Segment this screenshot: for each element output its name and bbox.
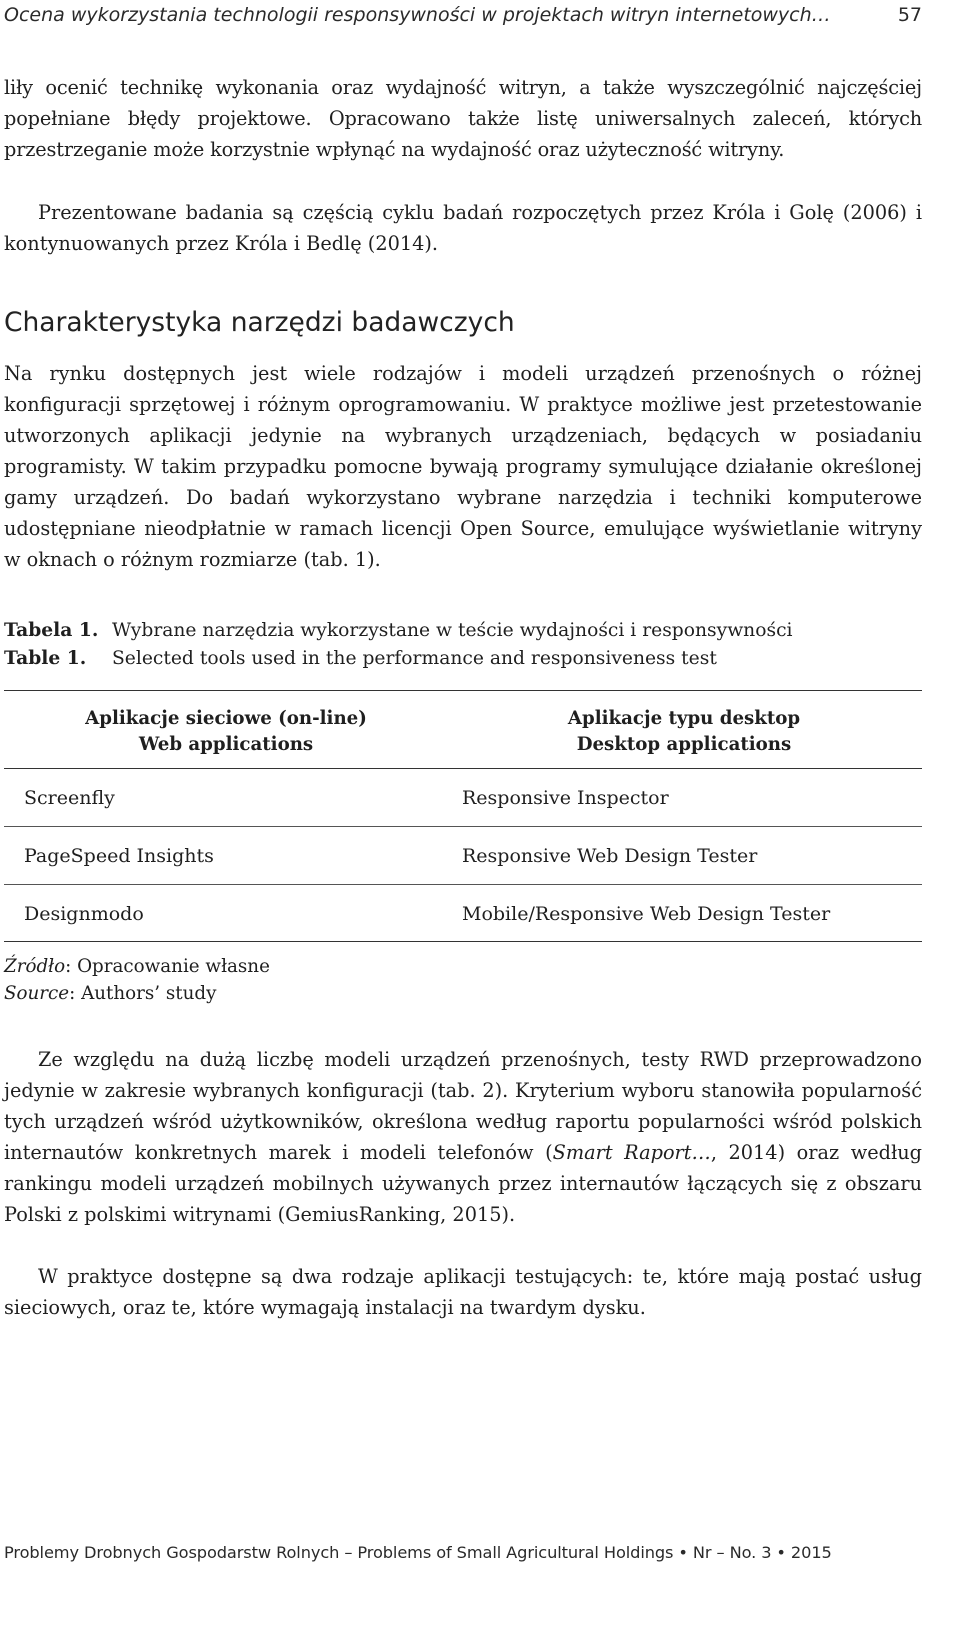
- table-header-web: [24, 706, 428, 758]
- paragraph-test-apps: W praktyce dostępne są dwa rodzaje aplikacji testujących: te, które mają postać usług sieciowych, oraz te, które wymagają instalacji na twardym dysku.: [4, 1265, 922, 1319]
- journal-footer: Problemy Drobnych Gospodarstw Rolnych – Problems of Small Agricultural Holdings • Nr – No. 3 • 2015: [4, 1543, 832, 1562]
- paragraph-device-selection-a: Ze względu na dużą liczbę modeli urządzeń przenośnych, testy RWD przeprowadzono jedynie w zakresie wybranych konfiguracji (tab. 2). Kryterium wyboru stanowiła popularność tych urządzeń wśród użytkowników, określona według raportu popularności wśród polskich internautów konkretnych marek i modeli telefonów (: [4, 1048, 922, 1164]
- table-header-rule: [4, 768, 922, 769]
- table-cell-web: Screenfly: [24, 787, 115, 809]
- table-caption-pl-label: Tabela 1.: [4, 619, 99, 641]
- table-header-web-pl: Aplikacje sieciowe (on-line): [85, 708, 367, 729]
- running-title: Ocena wykorzystania technologii responsywności w projektach witryn internetowych…: [4, 4, 831, 26]
- table-row-rule: [4, 826, 922, 827]
- page-number: 57: [897, 4, 922, 26]
- paragraph-intro-continued: liły ocenić technikę wykonania oraz wydajność witryn, a także wyszczególnić najczęściej popełniane błędy projektowe. Opracowano także listę uniwersalnych zaleceń, których przestrzeganie może korzystnie wpłynąć na wydajność oraz użyteczność witryny.: [4, 76, 922, 161]
- table-source-pl: [4, 953, 270, 980]
- table-caption-pl: [4, 616, 922, 645]
- paragraph-tools: Na rynku dostępnych jest wiele rodzajów i modeli urządzeń przenośnych o różnej konfiguracji sprzętowej i różnym oprogramowaniu. W praktyce możliwe jest przetestowanie utworzonych aplikacji jedynie na wybranych urządzeniach, będących w posiadaniu programisty. W takim przypadku pomocne bywają programy symulujące działanie określonej gamy urządzeń. Do badań wykorzystano wybrane narzędzia i techniki komputerowe udostępniane nieodpłatnie w ramach licencji Open Source, emulujące wyświetlanie witryny w oknach o różnym rozmiarze (tab. 1).: [4, 362, 922, 571]
- table-cell-web: PageSpeed Insights: [24, 845, 214, 867]
- table-row-rule: [4, 884, 922, 885]
- table-caption-en-label: Table 1.: [4, 647, 87, 669]
- table-header-web-en: Web applications: [138, 734, 314, 755]
- table-header-desktop-pl: Aplikacje typu desktop: [567, 708, 801, 729]
- table-header-desktop-en: Desktop applications: [576, 734, 792, 755]
- table-source-pl-text: : Opracowanie własne: [65, 956, 270, 977]
- table-source-en-label: Source: [4, 983, 70, 1004]
- table-cell-desktop: Mobile/Responsive Web Design Tester: [462, 903, 831, 925]
- table-source-en-text: : Authors’ study: [69, 983, 217, 1004]
- table-cell-web: Designmodo: [24, 903, 144, 925]
- table-cell-desktop: Responsive Web Design Tester: [462, 845, 758, 867]
- table-header-desktop: [462, 706, 906, 758]
- paragraph-device-selection: [4, 1044, 922, 1230]
- table-bottom-rule: [4, 941, 922, 942]
- paragraph-prior-research: Prezentowane badania są częścią cyklu badań rozpoczętych przez Króla i Golę (2006) i kontynuowanych przez Króla i Bedlę (2014).: [4, 201, 922, 255]
- paragraph-device-selection-b: , 2014) oraz według rankingu modeli urządzeń mobilnych używanych przez internautów łączących się z obszaru Polski z polskimi witrynami (GemiusRanking, 2015).: [4, 1141, 922, 1226]
- table-caption-en: [4, 644, 922, 673]
- running-header: [4, 0, 922, 30]
- table-caption-pl-text: Wybrane narzędzia wykorzystane w teście wydajności i responsywności: [112, 620, 793, 641]
- table-top-rule: [4, 690, 922, 691]
- table-caption-en-text: Selected tools used in the performance and responsiveness test: [112, 648, 717, 669]
- table-cell-desktop: Responsive Inspector: [462, 787, 669, 809]
- citation-smart-raport: Smart Raport…: [552, 1141, 711, 1164]
- table-source-pl-label: Źródło: [4, 956, 66, 977]
- table-source-en: [4, 980, 216, 1007]
- section-heading: Charakterystyka narzędzi badawczych: [4, 307, 515, 338]
